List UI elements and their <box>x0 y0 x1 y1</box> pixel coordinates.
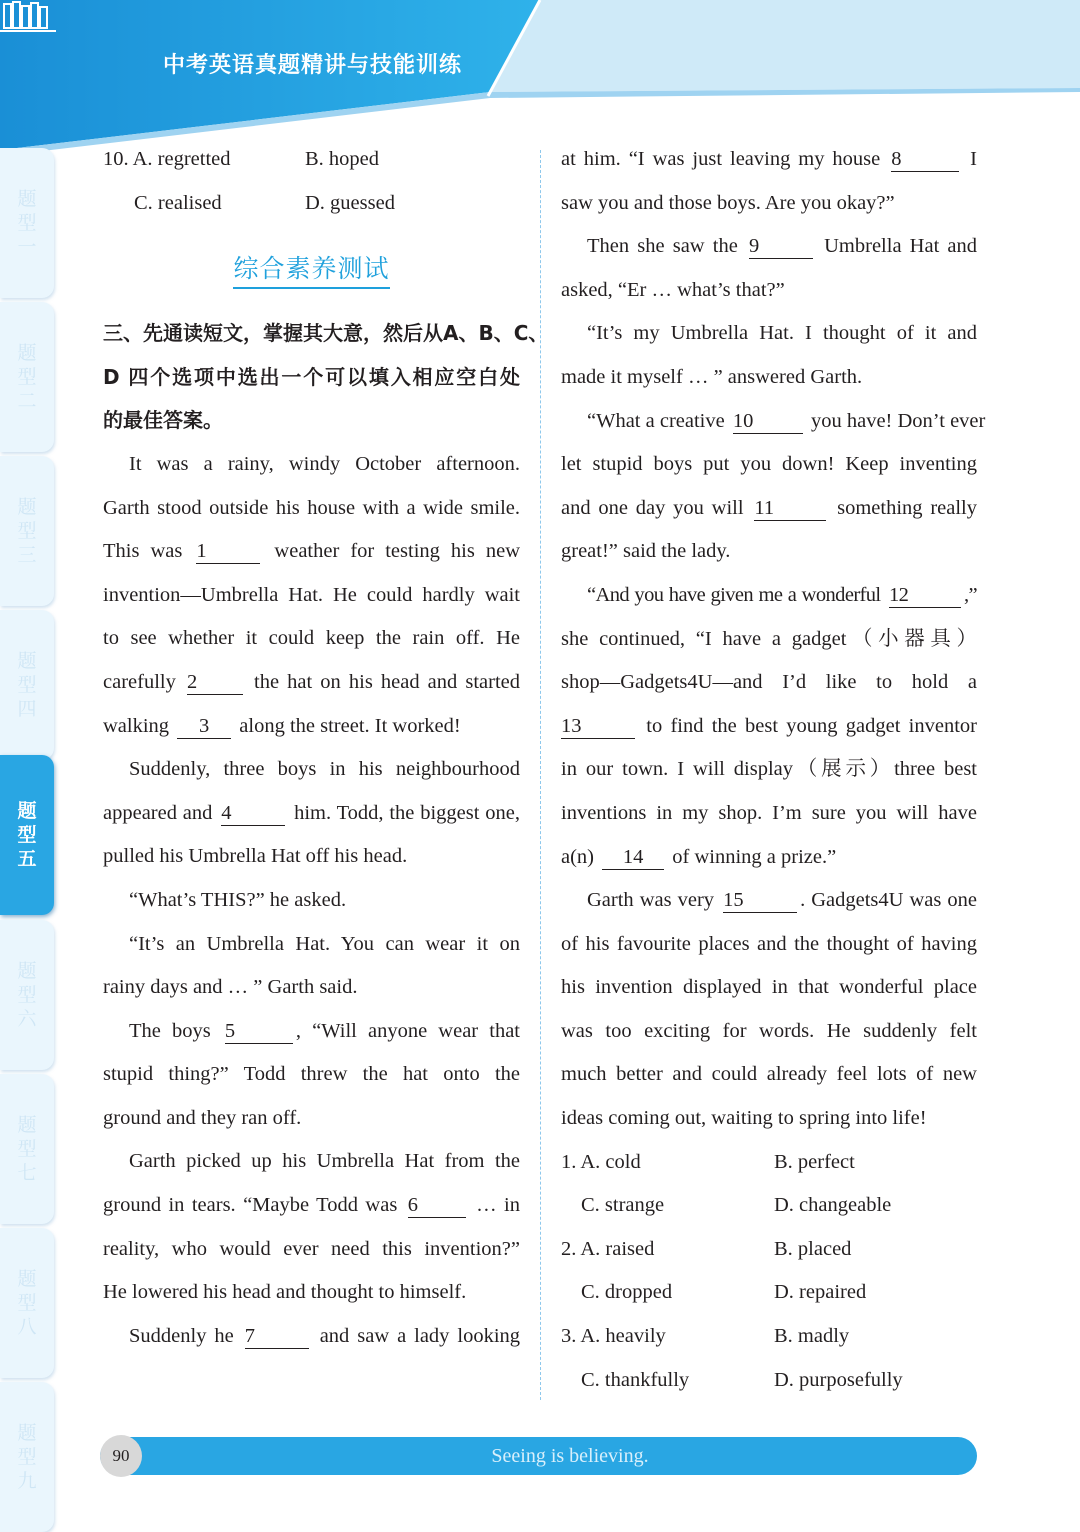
text-line: to see whether it could keep the rain off. He <box>103 627 520 650</box>
text-line: Garth picked up his Umbrella Hat from the <box>129 1150 520 1173</box>
text: something really <box>837 496 977 519</box>
text-line: in our town. I will display（展示）three best <box>561 758 977 781</box>
text-line: reality, who would ever need this invention?” <box>103 1237 520 1260</box>
blank-4: 4 <box>221 801 285 826</box>
text-line <box>103 1184 520 1228</box>
text-line: He lowered his head and thought to himself. <box>103 1281 467 1304</box>
text-line <box>561 836 977 880</box>
text: … in <box>476 1194 521 1217</box>
tab-label: 题型六 <box>17 960 37 1030</box>
instruction-line: 的最佳答案。 <box>103 408 223 433</box>
text: This was <box>103 540 183 563</box>
question-1-options-cd <box>561 1184 977 1228</box>
tab-type-5[interactable] <box>0 755 54 915</box>
text: I <box>970 148 977 170</box>
option: C. thankfully <box>581 1368 690 1391</box>
text-line: saw you and those boys. Are you okay?” <box>561 191 895 214</box>
tab-type-2[interactable] <box>0 302 54 452</box>
text-line <box>561 705 977 749</box>
text: you have! Don’t ever <box>810 409 986 432</box>
tab-label: 题型七 <box>17 1114 37 1184</box>
blank-11: 11 <box>754 496 826 521</box>
text-line: invention—Umbrella Hat. He could hardly wait <box>103 583 520 606</box>
text-line <box>561 138 977 182</box>
text-line: shop—Gadgets4U—and I’d like to hold a <box>561 671 977 694</box>
tab-type-4[interactable] <box>0 610 54 760</box>
text: and one day you will <box>561 496 744 519</box>
option: B. madly <box>774 1325 850 1348</box>
blank-12: 12 <box>889 583 961 608</box>
text-line: stupid thing?” Todd threw the hat onto the <box>103 1063 520 1086</box>
section-title <box>103 225 520 312</box>
instruction-line: 三、先通读短文，掌握其大意，然后从A、B、C、 <box>103 321 549 346</box>
text: of winning a prize.” <box>672 845 837 868</box>
left-column <box>103 138 549 1358</box>
text-line <box>103 1315 520 1359</box>
option: 2. A. raised <box>561 1237 655 1260</box>
text-line: let stupid boys put you down! Keep inventing <box>561 453 977 476</box>
text-line <box>103 530 520 574</box>
option: B. placed <box>774 1237 852 1260</box>
tab-label: 题型一 <box>17 188 37 258</box>
text: a(n) <box>561 845 595 868</box>
option: B. hoped <box>305 148 380 170</box>
option: C. dropped <box>581 1281 673 1304</box>
text-line: “It’s an Umbrella Hat. You can wear it on <box>129 932 520 955</box>
question-2-options-ab <box>561 1228 977 1272</box>
text-line: ground and they ran off. <box>103 1106 302 1129</box>
right-column <box>561 138 986 1402</box>
blank-9: 9 <box>749 234 813 259</box>
tab-type-1[interactable] <box>0 148 54 298</box>
text: ,” <box>963 583 977 606</box>
text-line: “It’s my Umbrella Hat. I thought of it and <box>587 322 977 345</box>
text-line <box>103 661 520 705</box>
text-line <box>561 574 977 618</box>
chapter-tabs <box>0 140 56 1527</box>
blank-6: 6 <box>408 1193 466 1218</box>
text-line <box>103 1010 520 1054</box>
text-line: his invention displayed in that wonderful place <box>561 976 977 999</box>
text: Then she saw the <box>587 235 738 258</box>
text-line <box>561 225 977 269</box>
option: D. changeable <box>774 1194 892 1217</box>
tab-label: 题型五 <box>17 800 37 870</box>
instruction-line: D 四个选项中选出一个可以填入相应空白处 <box>103 364 520 389</box>
footer-motto: Seeing is believing. <box>491 1445 649 1467</box>
text-line: great!” said the lady. <box>561 540 731 563</box>
text: him. Todd, the biggest one, <box>294 801 521 824</box>
text-line: inventions in my shop. I’m sure you will have <box>561 801 977 824</box>
question-1-options-ab <box>561 1141 977 1185</box>
text-line <box>561 879 977 923</box>
text: “And you have given me a wonderful <box>587 583 881 606</box>
text-line: ideas coming out, waiting to spring into life! <box>561 1107 927 1130</box>
text: Suddenly he <box>129 1324 234 1347</box>
text: carefully <box>103 670 176 693</box>
question-10-options-cd <box>103 182 520 226</box>
page-number: 90 <box>100 1435 142 1477</box>
tab-label: 题型九 <box>17 1422 37 1492</box>
option: D. repaired <box>774 1281 867 1304</box>
tab-type-8[interactable] <box>0 1228 54 1378</box>
text-line: Garth stood outside his house with a wide smile. <box>103 496 520 519</box>
text: ground in tears. “Maybe Todd was <box>103 1194 398 1217</box>
text-line: made it myself … ” answered Garth. <box>561 365 863 388</box>
blank-7: 7 <box>245 1324 309 1349</box>
section-title-text: 综合素养测试 <box>233 249 389 289</box>
text-line: pulled his Umbrella Hat off his head. <box>103 845 408 868</box>
text: . Gadgets4U was one <box>800 889 977 912</box>
question-10-options-ab <box>103 138 520 182</box>
text: at him. “I was just leaving my house <box>561 148 881 170</box>
text-line <box>561 487 977 531</box>
header-banner <box>0 0 1080 160</box>
column-divider <box>540 150 541 1400</box>
blank-2: 2 <box>187 670 243 695</box>
blank-3: 3 <box>177 714 231 739</box>
tab-type-3[interactable] <box>0 456 54 606</box>
tab-label: 题型四 <box>17 650 37 720</box>
option: 1. A. cold <box>561 1150 641 1173</box>
text-line: of his favourite places and the thought of having <box>561 932 977 955</box>
blank-10: 10 <box>733 409 803 434</box>
question-3-options-cd <box>561 1359 977 1403</box>
text-line: Suddenly, three boys in his neighbourhood <box>129 758 520 781</box>
option: C. strange <box>581 1194 665 1217</box>
text-line: rainy days and … ” Garth said. <box>103 976 358 999</box>
text: to find the best young gadget inventor <box>646 714 977 737</box>
page-header <box>0 0 1080 160</box>
option: D. guessed <box>305 191 395 214</box>
option: C. realised <box>134 191 222 214</box>
tab-label: 题型八 <box>17 1268 37 1338</box>
tab-label: 题型三 <box>17 496 37 566</box>
book-title: 中考英语真题精讲与技能训练 <box>163 53 463 78</box>
text-line: was too exciting for words. He suddenly felt <box>561 1019 977 1042</box>
text: the hat on his head and started <box>254 670 521 693</box>
page-footer-bar <box>100 1437 977 1475</box>
text: “What a creative <box>587 409 725 432</box>
option: 10. A. regretted <box>103 148 231 170</box>
text-line <box>561 400 986 444</box>
blank-13: 13 <box>561 714 635 739</box>
text: appeared and <box>103 801 213 824</box>
option: 3. A. heavily <box>561 1325 666 1348</box>
books-logo-icon <box>0 0 56 34</box>
text: and saw a lady looking <box>319 1324 521 1347</box>
text-line: “What’s THIS?” he asked. <box>129 888 347 911</box>
text: The boys <box>129 1019 211 1042</box>
text-line: much better and could already feel lots of new <box>561 1063 977 1086</box>
option: B. perfect <box>774 1150 855 1173</box>
option: D. purposefully <box>774 1368 903 1391</box>
text: Garth was very <box>587 889 715 912</box>
blank-15: 15 <box>723 888 797 913</box>
text: walking <box>103 714 170 737</box>
question-2-options-cd <box>561 1271 977 1315</box>
text-line <box>103 792 520 836</box>
text-line <box>103 705 520 749</box>
blank-8: 8 <box>891 147 959 172</box>
blank-14: 14 <box>602 845 664 870</box>
text: along the street. It worked! <box>239 714 461 737</box>
text-line: asked, “Er … what’s that?” <box>561 278 785 301</box>
tab-label: 题型二 <box>17 342 37 412</box>
text-line: It was a rainy, windy October afternoon. <box>129 452 520 475</box>
text: Umbrella Hat and <box>824 235 978 258</box>
question-3-options-ab <box>561 1315 977 1359</box>
text: weather for testing his new <box>274 540 521 563</box>
blank-5: 5 <box>225 1019 293 1044</box>
tab-type-9[interactable] <box>0 1382 54 1532</box>
tab-type-7[interactable] <box>0 1074 54 1224</box>
blank-1: 1 <box>196 539 260 564</box>
text-line: she continued, “I have a gadget（小器具） <box>561 627 977 650</box>
tab-type-6[interactable] <box>0 920 54 1070</box>
text: , “Will anyone wear that <box>295 1019 521 1042</box>
